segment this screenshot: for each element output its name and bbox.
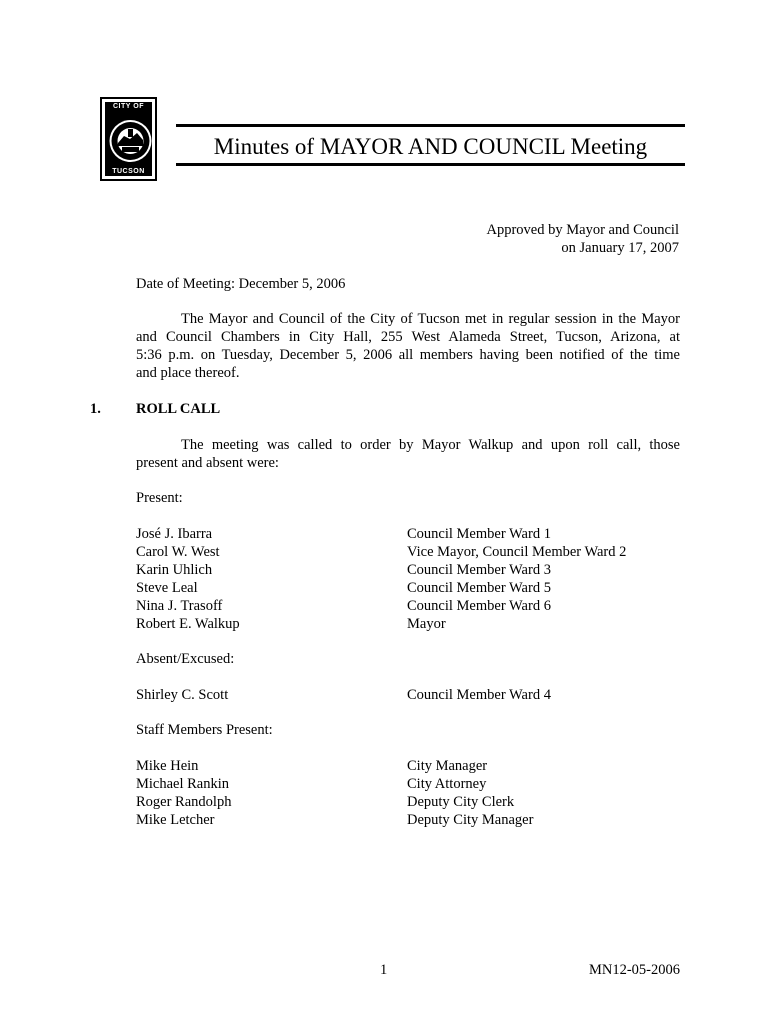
intro-line: and Council Chambers in City Hall, 255 West Alameda Street, Tucson, Arizona, at	[136, 329, 680, 345]
member-role: Council Member Ward 3	[407, 562, 551, 578]
intro-line: The Mayor and Council of the City of Tucson met in regular session in the Mayor	[181, 311, 680, 327]
staff-label: Staff Members Present:	[136, 722, 273, 738]
member-name: Carol W. West	[136, 544, 220, 560]
member-name: Karin Uhlich	[136, 562, 213, 578]
date-of-meeting: Date of Meeting: December 5, 2006	[136, 276, 346, 292]
member-name: José J. Ibarra	[136, 526, 213, 542]
absent-label: Absent/Excused:	[136, 651, 235, 667]
seal-bottom-text: TUCSON	[112, 168, 145, 175]
member-role: Council Member Ward 4	[407, 687, 551, 703]
page-title: Minutes of MAYOR AND COUNCIL Meeting	[213, 134, 648, 159]
member-role: Council Member Ward 6	[407, 598, 551, 614]
member-name: Robert E. Walkup	[136, 616, 240, 632]
approval-line-2: on January 17, 2007	[561, 240, 679, 256]
present-label: Present:	[136, 490, 183, 506]
staff-role: City Attorney	[407, 776, 487, 792]
member-role: Council Member Ward 5	[407, 580, 551, 596]
page-number: 1	[380, 962, 388, 978]
seal-top-text: CITY OF	[113, 103, 144, 110]
staff-role: City Manager	[407, 758, 488, 774]
city-seal-logo	[100, 97, 157, 181]
approval-line-1: Approved by Mayor and Council	[486, 222, 679, 238]
roll-call-line: The meeting was called to order by Mayor Walkup and upon roll call, those	[181, 437, 680, 453]
staff-role: Deputy City Manager	[407, 812, 534, 828]
staff-name: Michael Rankin	[136, 776, 230, 792]
staff-name: Roger Randolph	[136, 794, 232, 810]
section-number: 1.	[90, 401, 101, 417]
member-name: Nina J. Trasoff	[136, 598, 223, 614]
member-role: Vice Mayor, Council Member Ward 2	[407, 544, 627, 560]
seal-emblem-icon	[108, 113, 153, 169]
title-rule-bottom	[176, 163, 685, 166]
member-role: Mayor	[407, 616, 446, 632]
member-role: Council Member Ward 1	[407, 526, 551, 542]
section-heading: ROLL CALL	[136, 401, 221, 417]
intro-paragraph	[136, 310, 680, 382]
member-name: Steve Leal	[136, 580, 198, 596]
roll-call-line: present and absent were:	[136, 455, 279, 471]
document-code: MN12-05-2006	[588, 962, 680, 978]
intro-line: 5:36 p.m. on Tuesday, December 5, 2006 all members having been notified of the time	[136, 347, 680, 363]
staff-name: Mike Letcher	[136, 812, 215, 828]
roll-call-paragraph	[136, 436, 680, 472]
staff-name: Mike Hein	[136, 758, 199, 774]
staff-role: Deputy City Clerk	[407, 794, 515, 810]
member-name: Shirley C. Scott	[136, 687, 229, 703]
title-rule-top	[176, 124, 685, 127]
intro-line: and place thereof.	[136, 365, 240, 381]
